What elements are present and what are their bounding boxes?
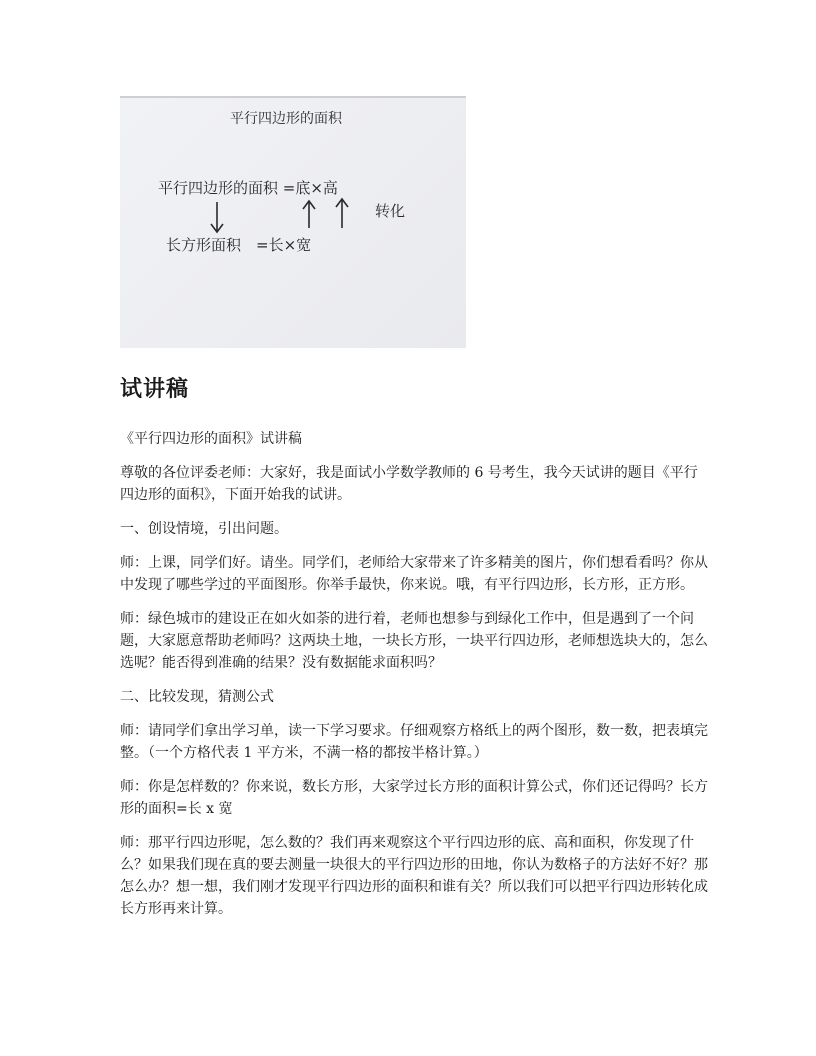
- paragraph: 师：请同学们拿出学习单，读一下学习要求。仔细观察方格纸上的两个图形，数一数，把表填完整。（一个方格代表 1 平方米，不满一格的都按半格计算。）: [120, 723, 708, 761]
- paragraph: 《平行四边形的面积》试讲稿: [120, 431, 302, 447]
- handwritten-note-photo: [120, 96, 466, 348]
- paragraph: 师：上课，同学们好。请坐。同学们，老师给大家带来了许多精美的图片，你们想看看吗？你从中发现了哪些学过的平面图形。你举手最快，你来说。哦，有平行四边形，长方形，正方形。: [120, 555, 708, 593]
- photo-formula-rectangle: 长方形面积 =长×宽: [166, 236, 312, 254]
- paragraph: 师：绿色城市的建设正在如火如荼的进行着，老师也想参与到绿化工作中，但是遇到了一个问题，大家愿意帮助老师吗？这两块土地，一块长方形，一块平行四边形，老师想选块大的，怎么选呢？能否得到准确的结果？没有数据能求面积吗？: [120, 611, 708, 671]
- handwritten-note-drawing: [120, 98, 466, 348]
- photo-side-note: 转化: [375, 202, 406, 220]
- paragraph: 尊敬的各位评委老师：大家好，我是面试小学数学教师的 6 号考生，我今天试讲的题目《平行四边形的面积》，下面开始我的试讲。: [120, 465, 698, 503]
- down-arrow-icon: [211, 202, 223, 232]
- document-body: [120, 428, 710, 932]
- section-heading: 二、比较发现，猜测公式: [120, 689, 274, 705]
- photo-title: 平行四边形的面积: [230, 111, 342, 127]
- up-arrow-icon: [336, 199, 348, 228]
- paragraph: 师：你是怎样数的？你来说，数长方形，大家学过长方形的面积计算公式，你们还记得吗？长方形的面积=长 x 宽: [120, 779, 708, 817]
- up-arrow-icon: [303, 201, 315, 228]
- photo-formula-parallelogram: 平行四边形的面积 =底×高: [158, 179, 338, 197]
- paragraph: 师：那平行四边形呢，怎么数的？我们再来观察这个平行四边形的底、高和面积，你发现了什么？如果我们现在真的要去测量一块很大的平行四边形的田地，你认为数格子的方法好不好？那怎么办？想一想，我们刚才发现平行四边形的面积和谁有关？所以我们可以把平行四边形转化成长方形再来计算。: [120, 835, 708, 917]
- section-heading: 一、创设情境，引出问题。: [120, 521, 288, 537]
- document-title: 试讲稿: [120, 377, 190, 402]
